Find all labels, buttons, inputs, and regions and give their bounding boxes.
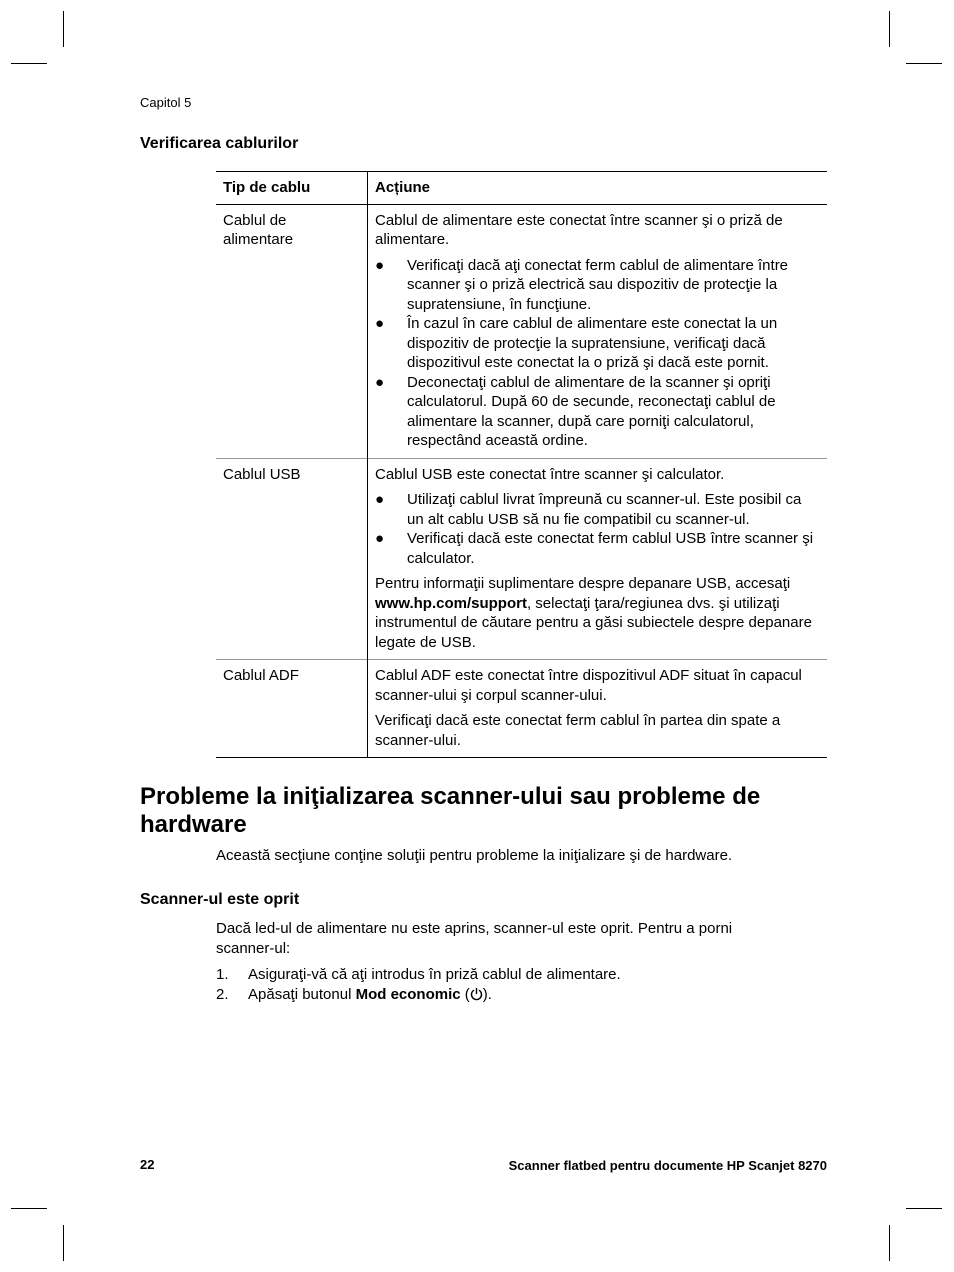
column-header-action: Acțiune [368, 172, 828, 205]
crop-mark [906, 1208, 942, 1209]
action-intro: Cablul USB este conectat între scanner şi calculator. [375, 465, 725, 483]
column-header-type: Tip de cablu [216, 172, 368, 205]
cable-type-cell: Cablul de alimentare [216, 204, 368, 458]
action-cell [368, 660, 828, 758]
cable-type-cell: Cablul USB [216, 458, 368, 660]
action-extra: Verificaţi dacă este conectat ferm cablul în partea din spate a scanner-ului. [375, 712, 781, 749]
bullet-item: ● Verificaţi dacă aţi conectat ferm cablul de alimentare între scanner şi o priză electrică sau dispozitiv de protecţie la supratensiune, în funcţiune. [375, 256, 789, 313]
bullet-item: ● În cazul în care cablul de alimentare este conectat la un dispozitiv de protecţie la supratensiune, verificaţi dacă dispozitivul este conectat la o priză şi dacă este pornit. [375, 315, 778, 371]
table-header-row [216, 172, 827, 205]
action-intro: Cablul ADF este conectat între dispozitivul ADF situat în capacul scanner-ului şi corpul scanner-ului. [375, 667, 802, 704]
crop-mark [11, 63, 47, 64]
bullet-icon: ● [375, 530, 385, 547]
steps-list [216, 965, 621, 1004]
crop-mark [906, 63, 942, 64]
bullet-item: ● Deconectaţi cablul de alimentare de la scanner şi opriţi calculatorul. După 60 de secunde, reconectaţi cablul de alimentare la scanner, după care porniţi calculatorul, respectând această ordine. [375, 373, 776, 449]
step-item: 1. Asiguraţi-vă că aţi introdus în priză cablul de alimentare. [216, 966, 621, 983]
crop-mark [889, 11, 890, 47]
cables-table [216, 171, 827, 758]
product-name: Scanner flatbed pentru documente HP Scanjet 8270 [508, 1158, 827, 1173]
table-row [216, 204, 827, 458]
table-row [216, 458, 827, 660]
bullet-list [375, 256, 820, 451]
button-name: Mod economic [355, 985, 461, 1003]
bullet-icon: ● [375, 373, 385, 391]
cable-type-cell: Cablul ADF [216, 660, 368, 758]
action-cell [368, 458, 828, 660]
action-cell [368, 204, 828, 458]
power-icon [470, 987, 483, 1001]
action-intro: Cablul de alimentare este conectat între scanner şi o priză de alimentare. [375, 211, 783, 248]
bullet-icon: ● [375, 491, 385, 508]
bullet-icon: ● [375, 315, 385, 332]
bullet-list [375, 490, 820, 568]
bullet-item: ● Utilizaţi cablul livrat împreună cu scanner-ul. Este posibil ca un alt cablu USB să nu fie compatibil cu scanner-ul. [375, 491, 802, 528]
section-intro: Această secţiune conţine soluţii pentru probleme la iniţializare şi de hardware. [216, 847, 733, 864]
support-link[interactable]: www.hp.com/support [375, 594, 527, 612]
table-row [216, 660, 827, 758]
bullet-item: ● Verificaţi dacă este conectat ferm cablul USB între scanner şi calculator. [375, 530, 814, 567]
section-title-init: Probleme la iniţializarea scanner-ului sau probleme de hardware [140, 783, 761, 838]
section-title-cables: Verificarea cablurilor [140, 135, 299, 152]
crop-mark [63, 11, 64, 47]
section-title-scanner-off: Scanner-ul este oprit [140, 891, 300, 908]
crop-mark [11, 1208, 47, 1209]
crop-mark [889, 1225, 890, 1261]
bullet-icon: ● [375, 256, 385, 274]
usb-note: Pentru informaţii suplimentare despre depanare USB, accesaţi www.hp.com/support, selectaţi ţara/regiunea dvs. şi utilizaţi instrumentul de căutare pentru a găsi subiectele despre depanare legate de USB. [375, 575, 812, 651]
chapter-label: Capitol 5 [140, 95, 192, 110]
scanner-off-intro: Dacă led-ul de alimentare nu este aprins, scanner-ul este oprit. Pentru a porni scanner-ul: [216, 920, 733, 957]
page-number: 22 [140, 1157, 155, 1172]
step-item: 2. Apăsaţi butonul Mod economic ( ). [216, 985, 492, 1003]
crop-mark [63, 1225, 64, 1261]
